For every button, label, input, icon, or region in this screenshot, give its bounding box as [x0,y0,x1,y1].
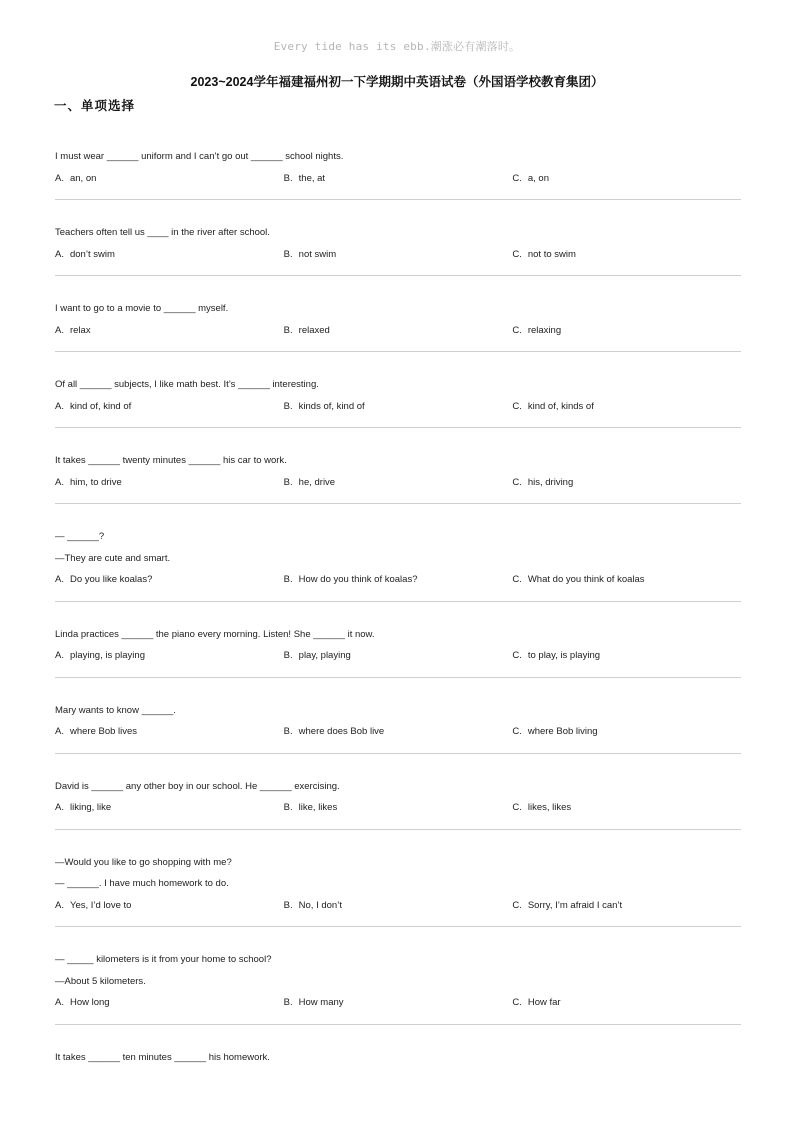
question-item [55,949,741,1025]
option-letter: A. [55,476,64,488]
question-stem: It takes ______ twenty minutes ______ his car to work. [55,455,287,466]
options-row [55,244,741,266]
option-letter: C. [512,726,522,737]
exam-title: 2023~2024学年福建福州初一下学期期中英语试卷（外国语学校教育集团） [190,75,604,89]
option-text: where Bob living [527,726,598,737]
option-letter: C. [512,650,522,661]
options-row [55,895,741,917]
question-item [55,222,741,276]
option-text: How many [298,997,344,1008]
option-text: him, to drive [69,476,122,488]
option-a[interactable] [55,645,284,667]
option-letter: B. [283,324,293,336]
option-letter: A. [55,726,64,737]
option-b[interactable] [284,244,513,266]
option-letter: B. [283,650,293,661]
question-stem: —About 5 kilometers. [55,975,146,987]
question-stem: —They are cute and smart. [55,552,171,564]
option-letter: C. [512,400,522,412]
option-b[interactable] [284,895,513,917]
option-text: kinds of, kind of [298,400,365,412]
question-stem: Mary wants to know ______. [55,704,176,716]
watermark-text: Every tide has its ebb.潮涨必有潮落时。 [273,40,521,53]
option-c[interactable] [512,472,741,494]
option-text: an, on [69,172,97,184]
option-text: kind of, kind of [69,400,132,412]
question-item [55,700,741,754]
option-text: relax [69,324,91,336]
option-letter: A. [55,650,64,661]
question-stem: — _____ kilometers is it from your home to school? [55,954,272,965]
option-letter: A. [55,248,64,260]
option-c[interactable] [512,645,741,667]
question-item [55,776,741,830]
option-letter: C. [512,997,522,1008]
option-c[interactable] [512,168,741,190]
option-letter: B. [283,726,293,737]
option-letter: C. [512,899,522,911]
option-text: relaxed [298,324,330,336]
question-stem: Teachers often tell us ____ in the river after school. [55,227,270,238]
option-text: play, playing [298,650,351,661]
question-stem: — ______? [55,531,105,542]
option-c[interactable] [512,721,741,743]
option-a[interactable] [55,396,284,418]
question-stem: It takes ______ ten minutes ______ his homework. [55,1051,270,1063]
section-heading: 一、单项选择 [54,99,136,113]
option-letter: B. [283,172,293,184]
option-c[interactable] [512,244,741,266]
options-row [55,721,741,743]
option-a[interactable] [55,721,284,743]
options-row [55,472,741,494]
question-stem: Linda practices ______ the piano every morning. Listen! She ______ it now. [55,628,375,640]
question-item [55,1047,741,1079]
option-c[interactable] [512,320,741,342]
option-letter: C. [512,802,522,813]
option-a[interactable] [55,895,284,917]
option-letter: A. [55,899,64,911]
question-stem: David is ______ any other boy in our school. He ______ exercising. [55,780,340,792]
option-letter: A. [55,997,64,1008]
option-text: don’t swim [69,248,115,260]
option-text: likes, likes [527,802,572,813]
option-text: where does Bob live [298,726,385,737]
option-text: Sorry, I’m afraid I can’t [527,899,623,911]
question-item [55,852,741,928]
option-letter: A. [55,802,64,813]
option-letter: A. [55,574,64,585]
question-item [55,298,741,352]
option-text: the, at [298,172,326,184]
option-letter: B. [283,476,293,488]
option-a[interactable] [55,992,284,1014]
option-text: like, likes [298,802,338,813]
option-c[interactable] [512,895,741,917]
option-a[interactable] [55,569,284,591]
option-c[interactable] [512,569,741,591]
option-a[interactable] [55,168,284,190]
option-a[interactable] [55,320,284,342]
option-letter: B. [283,899,293,911]
option-b[interactable] [284,320,513,342]
option-b[interactable] [284,396,513,418]
options-row [55,645,741,667]
option-letter: B. [283,574,293,585]
option-text: relaxing [527,324,562,336]
option-b[interactable] [284,472,513,494]
option-text: he, drive [298,476,336,488]
option-letter: B. [283,248,293,260]
question-item [55,146,741,200]
option-text: How long [69,997,110,1008]
option-letter: B. [283,802,293,813]
option-letter: C. [512,324,522,336]
question-stem: Of all ______ subjects, I like math best. It’s ______ interesting. [55,379,319,390]
option-text: not swim [298,248,337,260]
option-text: a, on [527,172,549,184]
option-letter: C. [512,574,522,585]
option-b[interactable] [284,797,513,819]
options-row [55,396,741,418]
option-letter: A. [55,324,64,336]
option-c[interactable] [512,797,741,819]
options-row [55,797,741,819]
option-text: Yes, I’d love to [69,899,132,911]
question-list [55,146,741,1100]
options-row [55,569,741,591]
question-item [55,526,741,602]
option-letter: C. [512,248,522,260]
option-letter: C. [512,476,522,488]
option-text: Do you like koalas? [69,574,153,585]
options-row [55,992,741,1014]
option-letter: A. [55,172,64,184]
option-a[interactable] [55,472,284,494]
question-stem: —Would you like to go shopping with me? [55,856,232,868]
option-text: where Bob lives [69,726,138,737]
option-letter: C. [512,172,522,184]
question-item [55,450,741,504]
question-stem: I must wear ______ uniform and I can’t go out ______ school nights. [55,151,344,162]
option-letter: B. [283,997,293,1008]
option-text: liking, like [69,802,112,813]
option-text: kind of, kinds of [527,400,594,412]
question-stem: I want to go to a movie to ______ myself. [55,303,229,314]
option-text: No, I don’t [298,899,342,911]
option-b[interactable] [284,168,513,190]
option-letter: B. [283,400,293,412]
option-text: not to swim [527,248,576,260]
options-row [55,320,741,342]
option-c[interactable] [512,396,741,418]
option-a[interactable] [55,244,284,266]
question-stem: — ______. I have much homework to do. [55,878,229,889]
option-text: How do you think of koalas? [298,574,418,585]
option-letter: A. [55,400,64,412]
option-b[interactable] [284,992,513,1014]
option-b[interactable] [284,645,513,667]
question-item [55,624,741,678]
option-text: playing, is playing [69,650,145,661]
option-text: his, driving [527,476,574,488]
option-b[interactable] [284,721,513,743]
option-a[interactable] [55,797,284,819]
options-row [55,168,741,190]
question-item [55,374,741,428]
option-c[interactable] [512,992,741,1014]
option-text: How far [527,997,561,1008]
option-text: to play, is playing [527,650,601,661]
option-text: What do you think of koalas [527,574,645,585]
option-b[interactable] [284,569,513,591]
